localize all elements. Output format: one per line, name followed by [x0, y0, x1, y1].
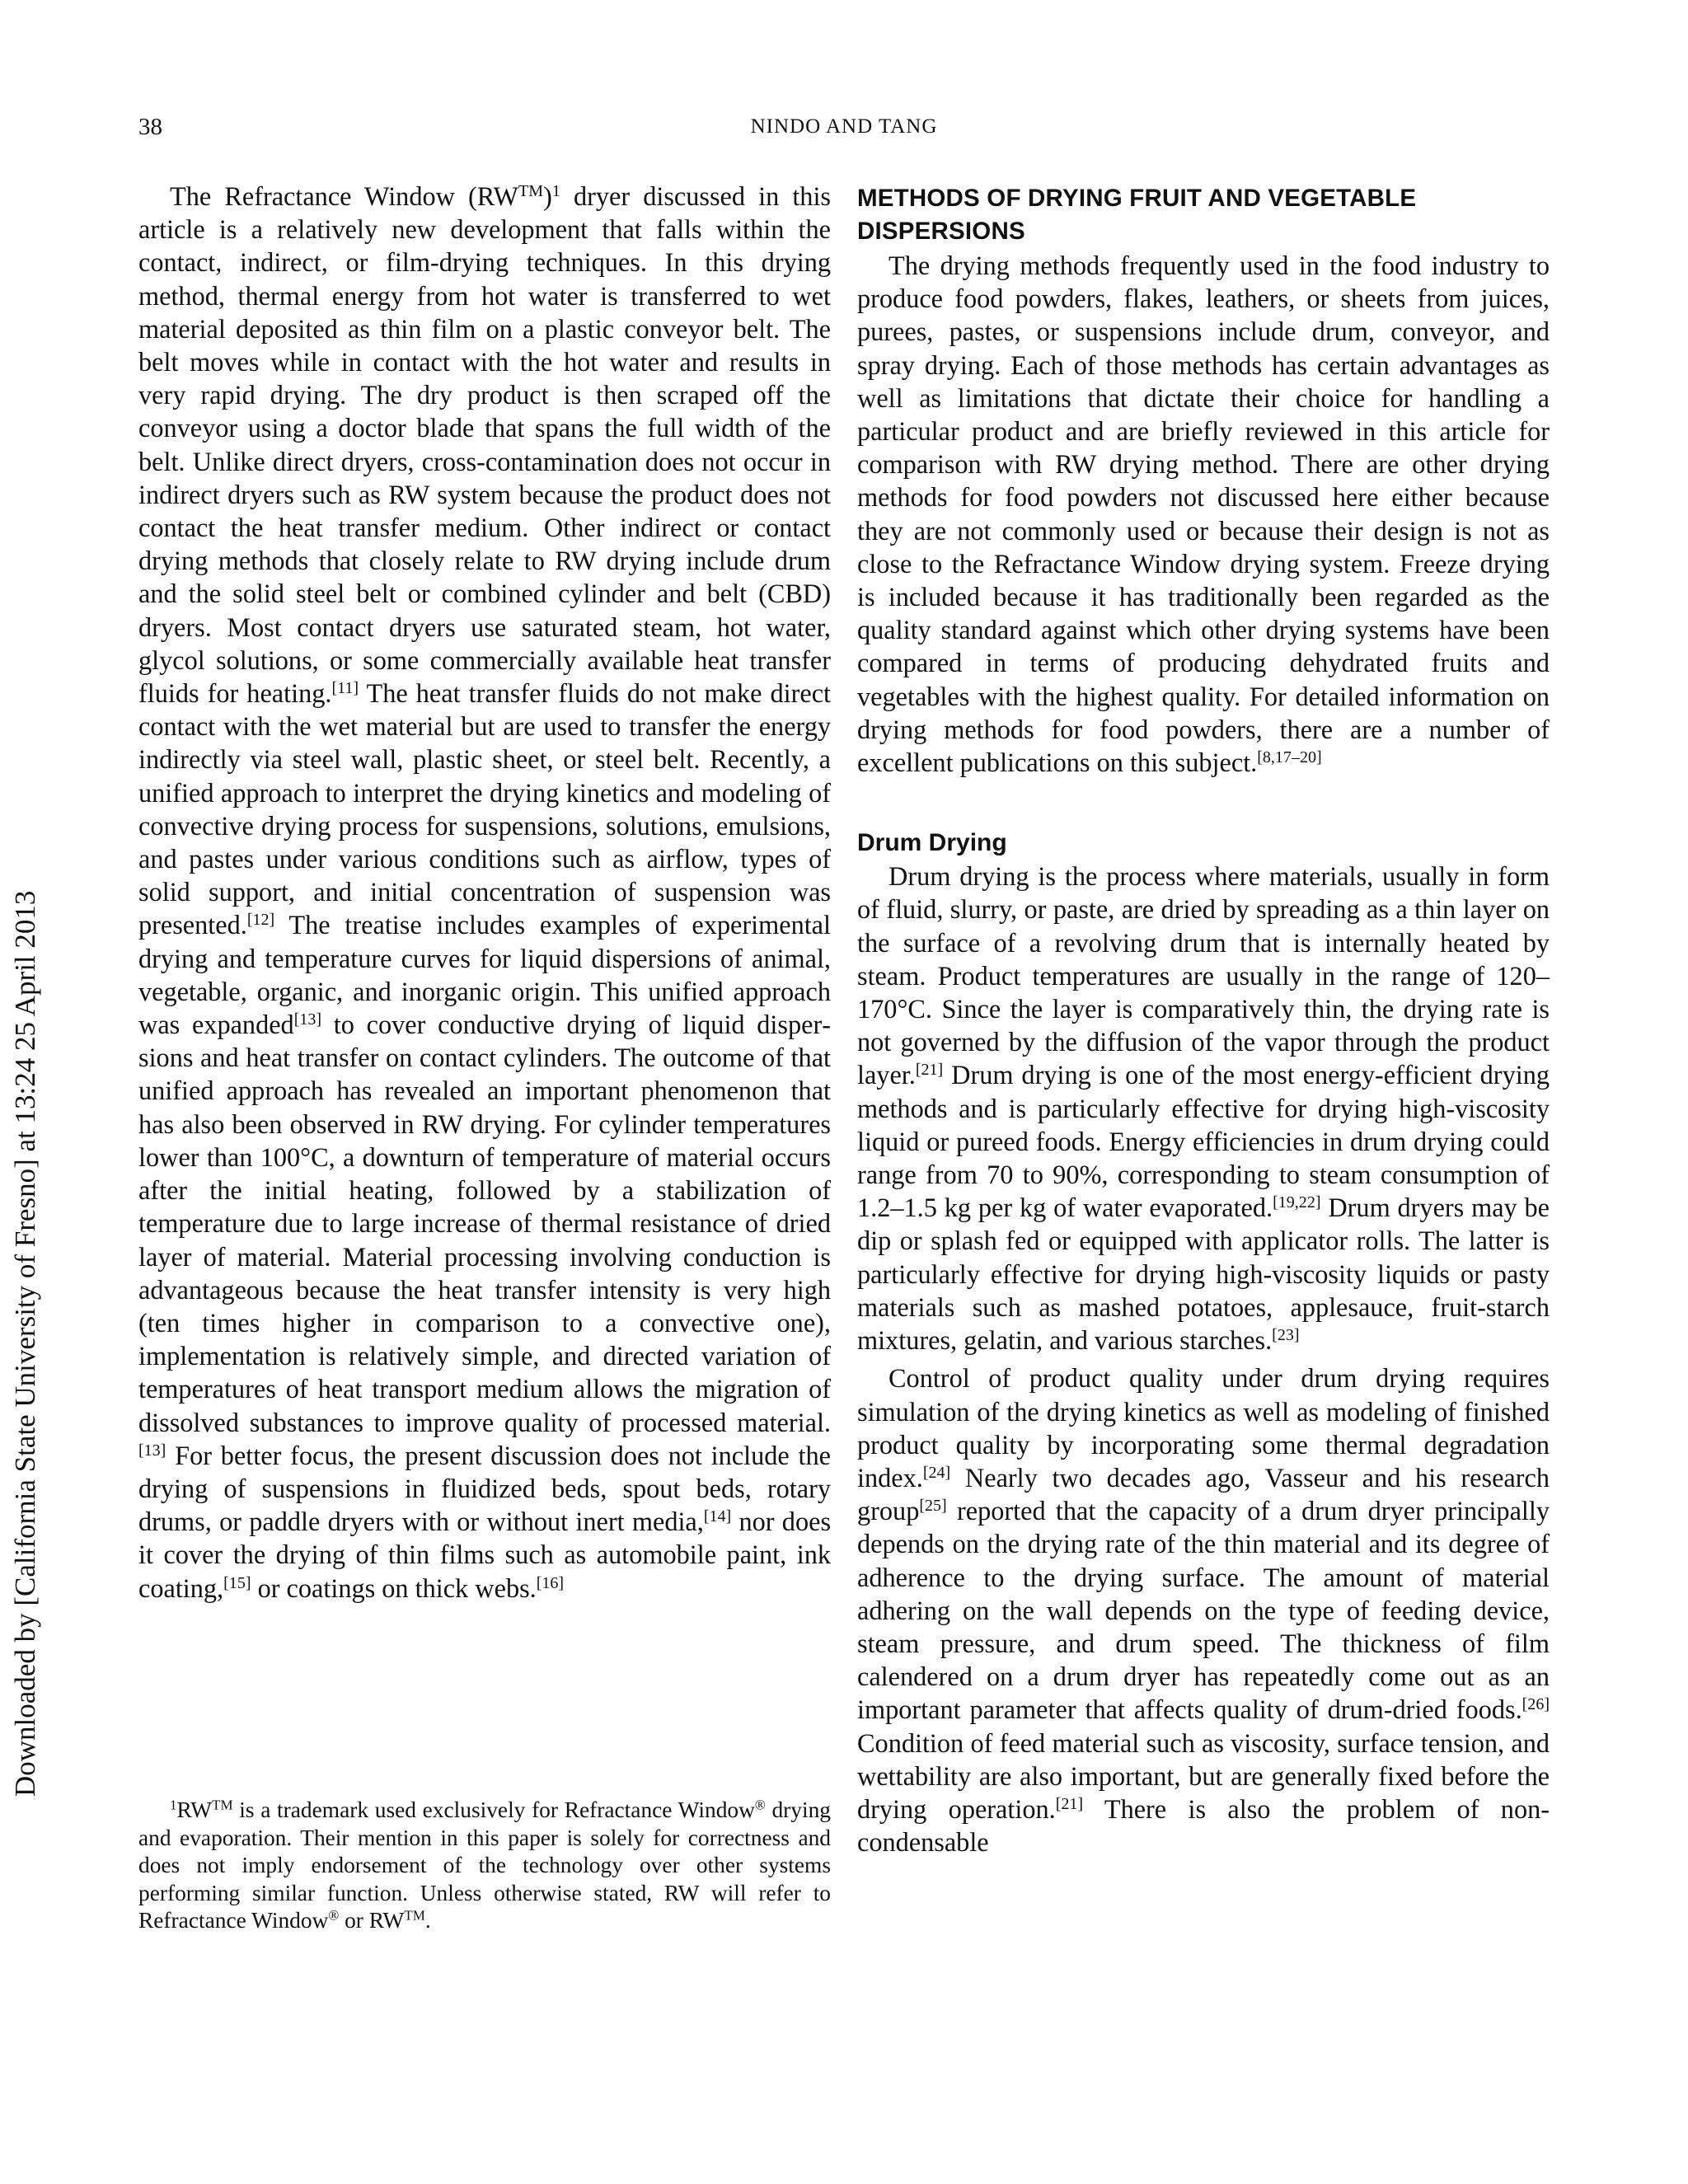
right-column	[857, 180, 1550, 1858]
trademark-mark: TM	[518, 182, 544, 200]
citation: [23]	[1272, 1326, 1300, 1345]
citation: [14]	[703, 1507, 732, 1526]
drum-drying-paragraph: Drum drying is the process where materials, usually in form of fluid, slurry, or paste, are dried by spreading as a thin layer on the surface of a revolving drum that is internally heated by steam. Product temperatures are usually in the range of 120–170°C. Since the layer is comparatively thin, the drying rate is not governed by the diffusion of the vapor through the product layer.[21] Drum drying is one of the most energy-efficient drying methods and is particularly effective for drying high-viscosity liquid or pureed foods. Energy efficiencies in drum drying could range from 70 to 90%, corresponding to steam consumption of 1.2–1.5 kg per kg of water evaporated.[19,22] Drum dryers may be dip or splash fed or equipped with applicator rolls. The latter is particularly effective for drying high-viscosity liquids or pasty materials such as mashed potatoes, applesauce, fruit-starch mixtures, gelatin, and various starches.[23]	[857, 861, 1550, 1356]
citation: [13]	[293, 1010, 322, 1029]
citation: [13]	[138, 1441, 166, 1460]
footnote-ref: 1	[551, 182, 560, 200]
citation: [26]	[1522, 1695, 1550, 1714]
citation: [11]	[331, 679, 359, 698]
methods-paragraph: The drying methods frequently used in the food industry to produce food powders, flakes, leathers, or sheets from juices, purees, pastes, or suspensions include drum, conveyor, and spray drying. Each of those methods has certain advantages as well as limitations that dictate their choice for handling a particular product and are briefly reviewed in this article for comparison with RW drying method. There are other drying methods for food powders not discussed here either because they are not commonly used or because their design is not as close to the Refractance Window drying system. Freeze drying is included because it has traditionally been regarded as the quality standard against which other drying systems have been compared in terms of producing dehydrated fruits and vegetables with the highest quality. For detailed information on drying methods for food powders, there are a number of excellent publications on this subject.[8,17–20]	[857, 251, 1550, 778]
citation: [19,22]	[1273, 1193, 1321, 1212]
subsection-heading: Drum Drying	[857, 829, 1007, 857]
citation: [25]	[919, 1497, 947, 1516]
citation: [21]	[1055, 1794, 1084, 1813]
citation: [24]	[922, 1463, 951, 1482]
citation: [15]	[223, 1573, 251, 1592]
footnote: $^1$RW™ is a trademark used exclusively for Refractance Window® drying and evaporation. Their mention in this paper is solely for correctness and does not imply endorsement of the technology over other systems performing similar function. Unless otherwise stated, RW will refer to Refractance Window® or RW™.	[138, 1797, 831, 1933]
citation: [16]	[536, 1573, 565, 1592]
page-number: 38	[138, 114, 162, 140]
citation: [21]	[915, 1061, 944, 1080]
download-watermark: Downloaded by [California State University of Fresno] at 13:24 25 April 2013	[9, 890, 41, 1797]
quality-control-paragraph: Control of product quality under drum drying requires simulation of the drying kinetics as well as modeling of finished product quality by incorporating some thermal degradation index.[24] Nearly two decades ago, Vasseur and his research group[25] reported that the capacity of a drum dryer principally depends on the drying rate of the thin material and its degree of adherence to the drying surface. The amount of material adhering on the wall depends on the type of feeding device, steam pressure, and drum speed. The thickness of film calendered on a drum dryer has repeatedly come out as an important parameter that affects quality of drum-dried foods.[26] Condition of feed material such as viscosity, surface tension, and wettability are also important, but are generally fixed before the drying operation.[21] There is also the problem of non-condensable	[857, 1363, 1550, 1858]
intro-paragraph: The Refractance Window $(RW™)^1$ dryer discussed in this article is a relatively new development that falls within the contact, indirect, or film-drying techniques. In this drying method, thermal energy from hot water is transferred to wet material deposited as thin film on a plastic conveyor belt. The belt moves while in contact with the hot water and results in very rapid drying. The dry product is then scraped off the conveyor using a doctor blade that spans the full width of the belt. Unlike direct dryers, cross-contamination does not occur in indirect dryers such as RW system because the product does not contact the heat transfer medium. Other indirect or contact drying methods that closely relate to RW drying include drum and the solid steel belt or combined cylinder and belt (CBD) dryers. Most contact dryers use saturated steam, hot water, glycol solutions, or some commercially available heat transfer fluids for heating.[11] The heat transfer fluids do not make direct contact with the wet material but are used to transfer the energy indirectly via steel wall, plastic sheet, or steel belt. Recently, a unified approach to interpret the drying kinetics and modeling of convective drying process for suspensions, solutions, emulsions, and pastes under various conditions such as airflow, types of solid support, and initial concentration of suspension was presented.[12] The treatise includes examples of experimental drying and temperature curves for liquid dispersions of animal, vegetable, organic, and inorganic origin. This unified approach was expanded[13] to cover conductive drying of liquid dispersions and heat transfer on contact cylinders. The outcome of that unified approach has revealed an important phenomenon that has also been observed in RW drying. For cylinder temperatures lower than 100°C, a downturn of temperature of material occurs after the initial heating, followed by a stabilization of temperature due to large increase of thermal resistance of dried layer of material. Material processing involving conduction is advantageous because the heat transfer intensity is very high (ten times higher in comparison to a convective one), implementation is relatively simple, and directed variation of temperatures of heat transport medium allows the migration of dissolved substances to improve quality of processed material.[13] For better focus, the present discussion does not include the drying of suspensions in fluidized beds, spout beds, rotary drums, or paddle dryers with or without inert media,[14] nor does it cover the drying of thin films such as automobile paint, ink coating,[15] or coatings on thick webs.[16]	[138, 181, 832, 1603]
left-column	[138, 180, 831, 1605]
citation: [12]	[246, 911, 275, 930]
running-head: NINDO AND TANG	[750, 115, 938, 138]
citation: [8,17–20]	[1257, 748, 1322, 767]
section-heading: METHODS OF DRYING FRUIT AND VEGETABLE DISPERSIONS	[857, 185, 1417, 245]
